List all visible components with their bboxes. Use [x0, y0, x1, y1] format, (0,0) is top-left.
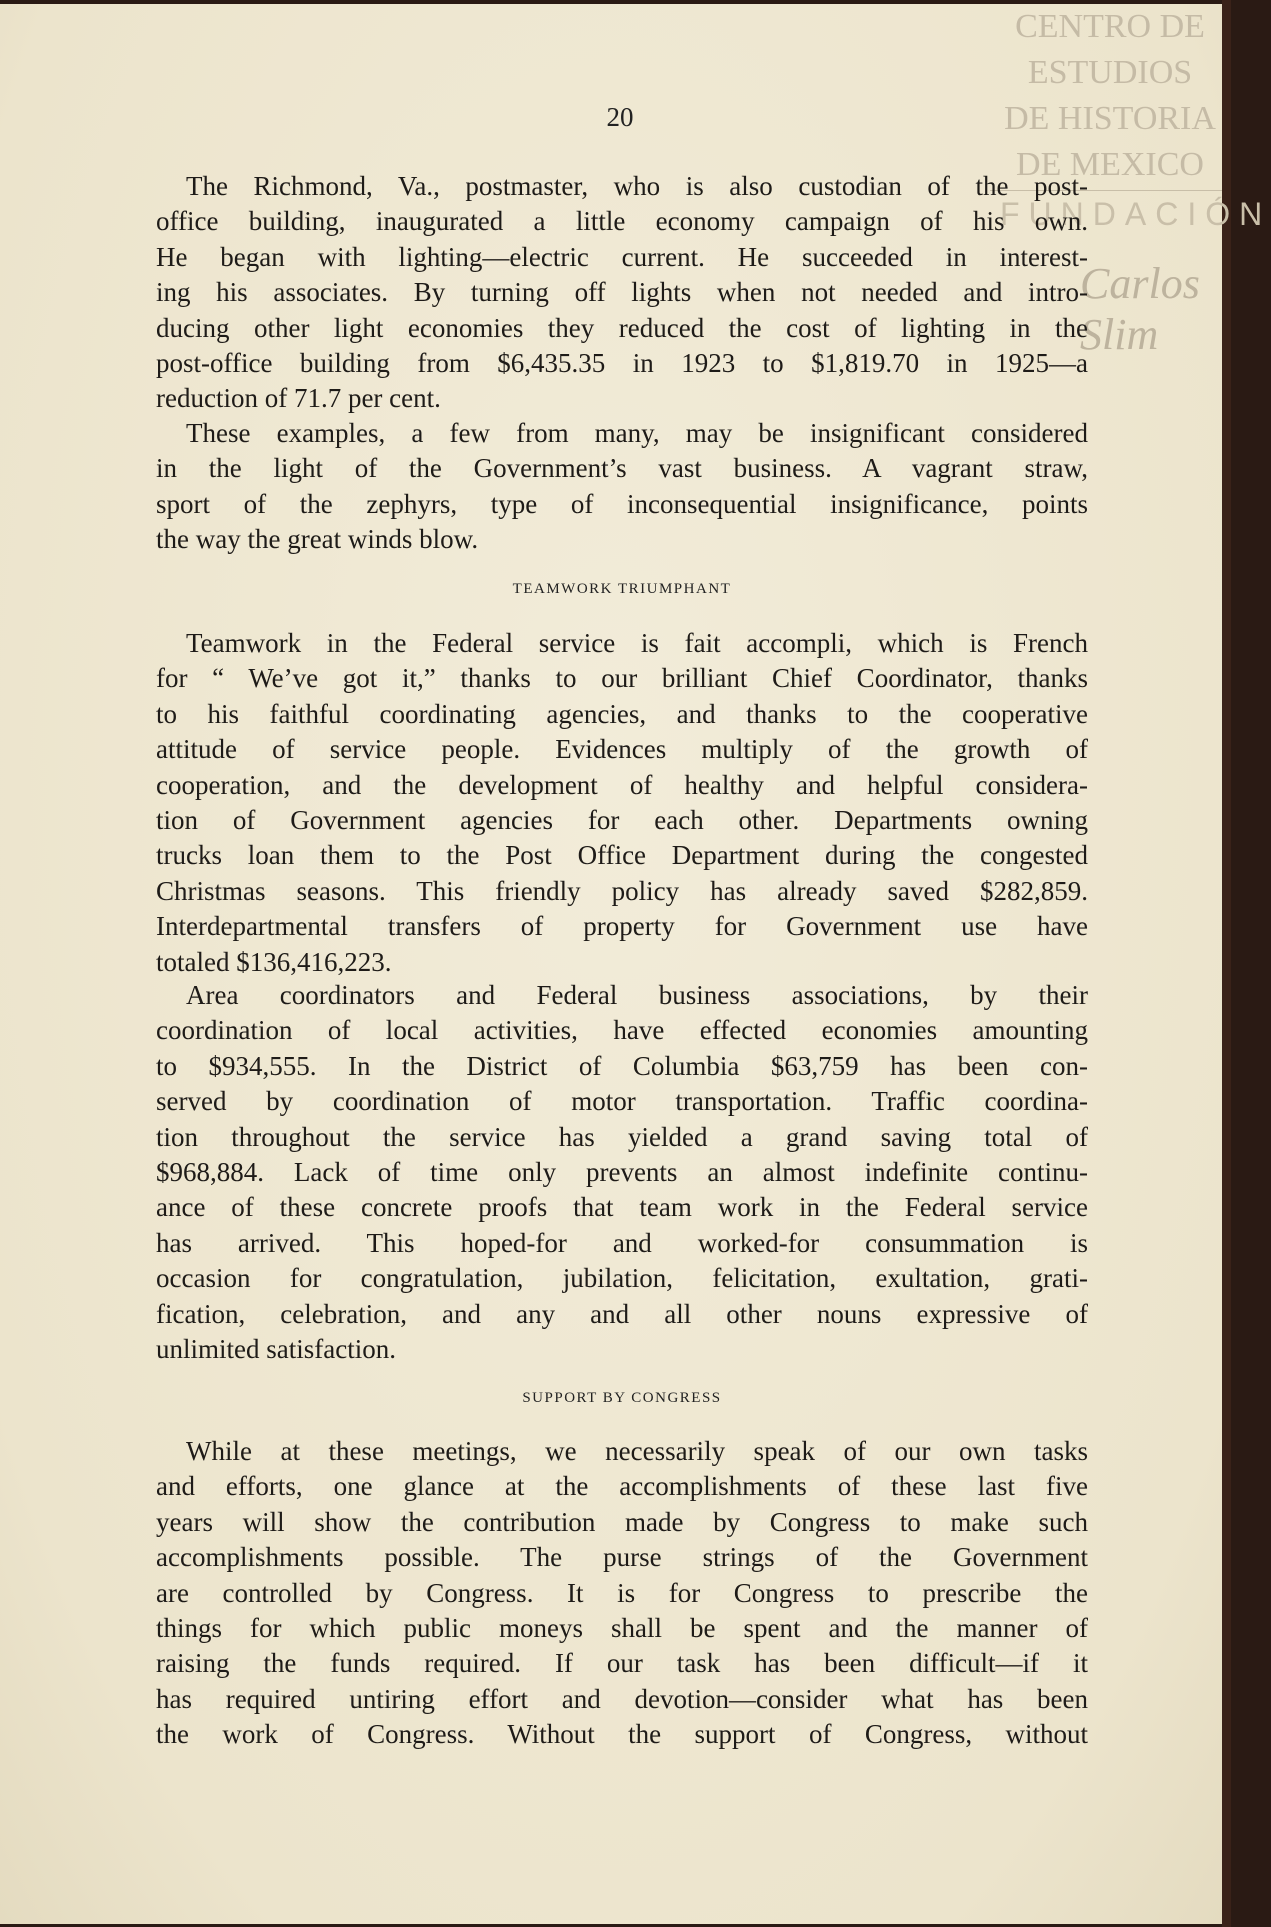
paragraph: [156, 169, 1088, 417]
text-line: office building, inaugurated a little economy campaign of his own.: [156, 206, 1088, 237]
section-heading: TEAMWORK TRIUMPHANT: [512, 581, 732, 597]
watermark-line: ESTUDIOS: [1027, 54, 1193, 91]
text-line: These examples, a few from many, may be insignificant considered: [186, 418, 1088, 448]
paragraph: [156, 626, 1088, 980]
text-line: ance of these concrete proofs that team work in the Federal service: [156, 1192, 1088, 1223]
text-line: He began with lighting—electric current. He succeeded in interest-: [156, 241, 1088, 272]
text-line: Interdepartmental transfers of property for Government use have: [156, 911, 1088, 942]
text-line: to $934,555. In the District of Columbia $63,759 has been con-: [156, 1050, 1088, 1081]
text-line: raising the funds required. If our task has been difficult—if it: [156, 1648, 1088, 1679]
watermark-line: DE HISTORIA: [1004, 100, 1216, 137]
text-line: ducing other light economies they reduced the cost of lighting in the: [156, 312, 1088, 343]
text-line: coordination of local activities, have effected economies amounting: [156, 1015, 1088, 1046]
text-line: occasion for congratulation, jubilation, felicitation, exultation, grati-: [156, 1263, 1088, 1294]
text-line: cooperation, and the development of healthy and helpful considera-: [156, 769, 1088, 800]
section-heading: SUPPORT BY CONGRESS: [522, 1390, 722, 1406]
text-line: and efforts, one glance at the accomplishments of these last five: [156, 1471, 1088, 1502]
text-line: Teamwork in the Federal service is fait accompli, which is French: [186, 628, 1088, 658]
text-line: totaled $136,416,223.: [156, 946, 392, 977]
text-line: things for which public moneys shall be spent and the manner of: [156, 1612, 1088, 1643]
text-line: are controlled by Congress. It is for Congress to prescribe the: [156, 1577, 1088, 1608]
text-line: in the light of the Government’s vast business. A vagrant straw,: [156, 453, 1088, 484]
watermark-line: CENTRO DE: [1015, 8, 1205, 45]
text-line: to his faithful coordinating agencies, and thanks to the cooperative: [156, 698, 1088, 729]
text-line: ing his associates. By turning off lights when not needed and intro-: [156, 277, 1088, 308]
paragraph: [156, 416, 1088, 558]
watermark-signature: Carlos Slim: [1080, 259, 1200, 359]
text-line: accomplishments possible. The purse strings of the Government: [156, 1542, 1088, 1573]
text-line: has arrived. This hoped-for and worked-for consummation is: [156, 1227, 1088, 1258]
paragraph: [156, 978, 1088, 1367]
text-line: sport of the zephyrs, type of inconsequential insignificance, points: [156, 488, 1088, 519]
text-line: unlimited satisfaction.: [156, 1333, 396, 1364]
paragraph: [156, 1434, 1088, 1753]
text-line: Area coordinators and Federal business associations, by their: [186, 980, 1088, 1010]
text-line: served by coordination of motor transportation. Traffic coordina-: [156, 1086, 1088, 1117]
text-line: post-office building from $6,435.35 in 1923 to $1,819.70 in 1925—a: [156, 347, 1088, 378]
text-line: tion of Government agencies for each other. Departments owning: [156, 804, 1088, 835]
text-line: trucks loan them to the Post Office Department during the congested: [156, 840, 1088, 871]
text-line: Christmas seasons. This friendly policy has already saved $282,859.: [156, 875, 1088, 906]
watermark-fundacion: FUNDACIÓN: [1000, 196, 1271, 232]
text-line: attitude of service people. Evidences multiply of the growth of: [156, 734, 1088, 765]
text-line: $968,884. Lack of time only prevents an almost indefinite continu-: [156, 1156, 1088, 1187]
watermark-line: DE MEXICO: [1016, 146, 1204, 183]
text-line: has required untiring effort and devotion—consider what has been: [156, 1683, 1088, 1714]
text-line: years will show the contribution made by Congress to make such: [156, 1506, 1088, 1537]
text-line: reduction of 71.7 per cent.: [156, 383, 441, 414]
text-line: the work of Congress. Without the support of Congress, without: [156, 1719, 1088, 1750]
text-line: tion throughout the service has yielded a grand saving total of: [156, 1121, 1088, 1152]
text-line: fication, celebration, and any and all other nouns expressive of: [156, 1298, 1088, 1329]
text-line: The Richmond, Va., postmaster, who is also custodian of the post-: [186, 171, 1088, 201]
text-line: While at these meetings, we necessarily speak of our own tasks: [186, 1436, 1088, 1466]
text-line: the way the great winds blow.: [156, 524, 479, 555]
page-number: 20: [606, 102, 634, 132]
watermark: [990, 4, 1230, 188]
text-line: for “ We’ve got it,” thanks to our brilliant Chief Coordinator, thanks: [156, 663, 1088, 694]
